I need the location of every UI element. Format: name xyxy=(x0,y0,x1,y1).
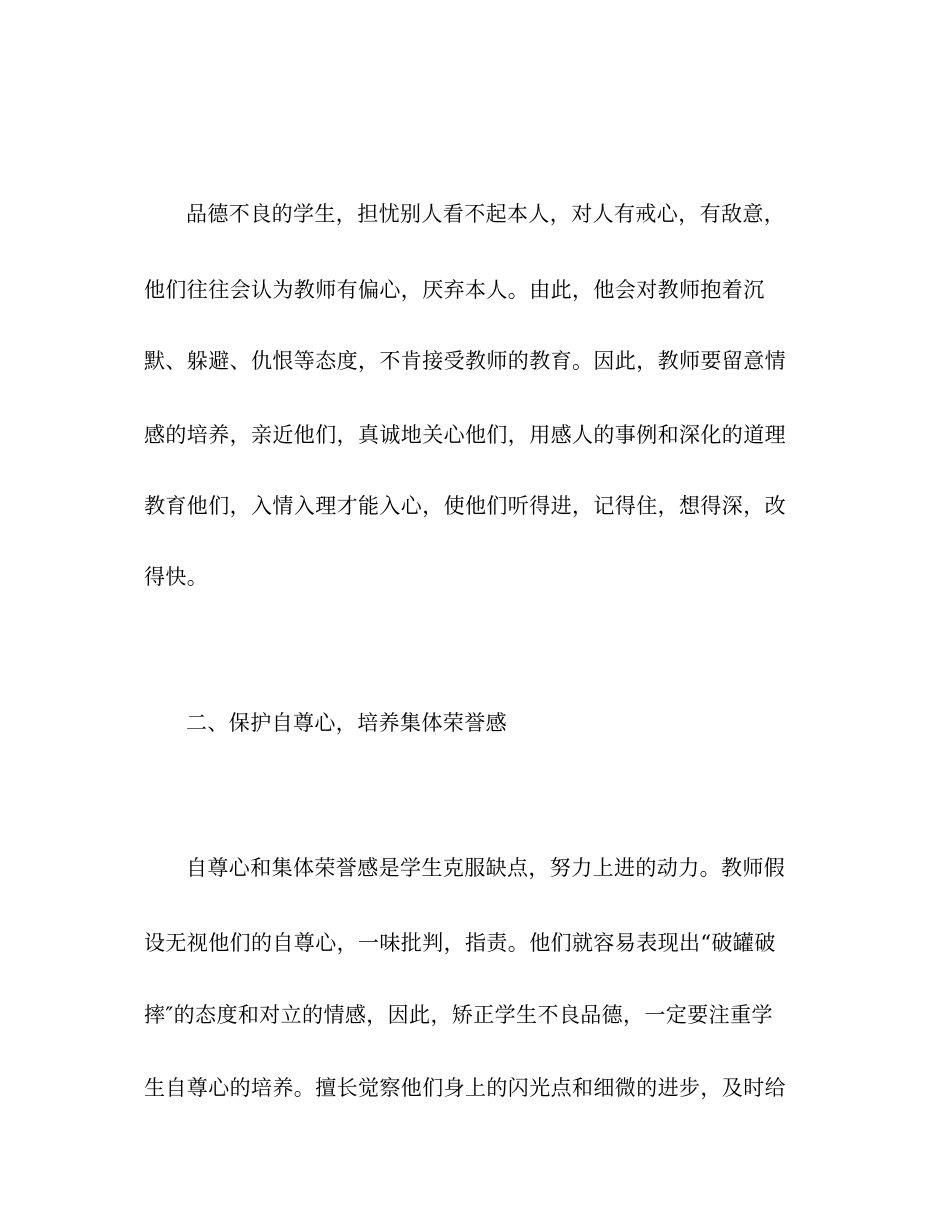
paragraph-1-line-5: 教育他们，入情入理才能入心，使他们听得进，记得住，想得深，改 xyxy=(144,494,786,518)
paragraph-2-line-2: 设无视他们的自尊心，一味批判，指责。他们就容易表现出“破罐破 xyxy=(144,931,776,955)
paragraph-1-line-4: 感的培养，亲近他们，真诚地关心他们，用感人的事例和深化的道理 xyxy=(144,423,786,447)
paragraph-1-line-1: 品德不良的学生，担忧别人看不起本人，对人有戒心，有敌意， xyxy=(186,202,786,226)
paragraph-1-line-2: 他们往往会认为教师有偏心，厌弃本人。由此，他会对教师抱着沉 xyxy=(144,278,765,302)
paragraph-2-line-4: 生自尊心的培养。擅长觉察他们身上的闪光点和细微的进步，及时给 xyxy=(144,1076,786,1100)
section-heading: 二、保护自尊心，培养集体荣誉感 xyxy=(186,711,507,735)
paragraph-2-line-3: 摔″的态度和对立的情感，因此，矫正学生不良品德，一定要注重学 xyxy=(144,1003,773,1027)
paragraph-1-line-3: 默、躲避、仇恨等态度，不肯接受教师的教育。因此，教师要留意情 xyxy=(144,349,786,373)
paragraph-2-line-1: 自尊心和集体荣誉感是学生克服缺点，努力上进的动力。教师假 xyxy=(186,856,786,880)
paragraph-1-line-6: 得快。 xyxy=(144,565,209,589)
